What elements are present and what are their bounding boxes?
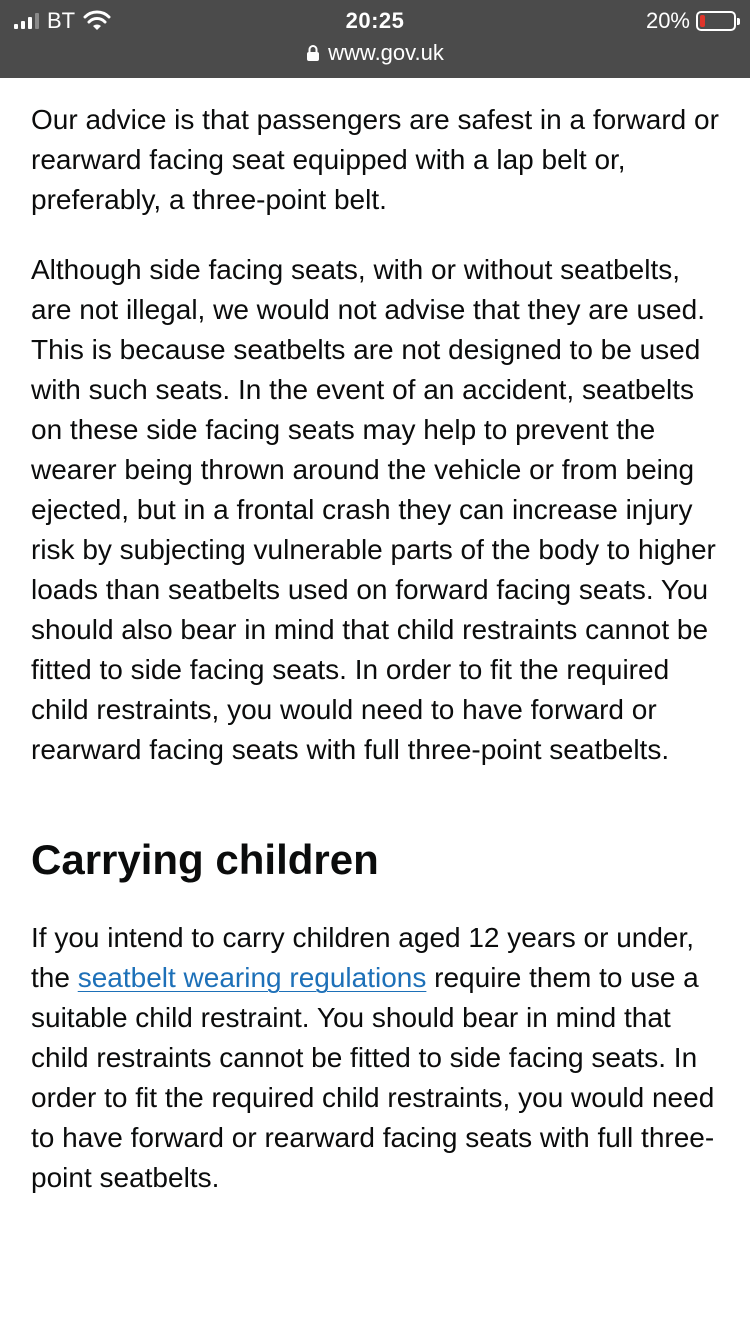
paragraph-text-after-link: require them to use a suitable child restraint. You should bear in mind that child restraints cannot be fitted to side facing seats. In order to fit the required child restraints, you would need to have forward or rearward facing seats with full three-point seatbelts. xyxy=(31,962,715,1193)
url-bar[interactable] xyxy=(0,38,750,68)
carrier-name: BT xyxy=(47,8,76,33)
paragraph-carrying-children xyxy=(31,918,721,1198)
heading-carrying-children: Carrying children xyxy=(31,836,379,883)
status-bar xyxy=(0,0,750,78)
paragraph-text-before-link: If you intend to carry children aged 12 years or under, the xyxy=(31,922,695,993)
battery-fill xyxy=(700,15,705,27)
paragraph-safest-seats: Our advice is that passengers are safest in a forward or rearward facing seat equipped with a lap belt or, preferably, a three-point belt. xyxy=(31,104,719,215)
paragraph-side-facing-seats: Although side facing seats, with or without seatbelts, are not illegal, we would not advise that they are used. This is because seatbelts are not designed to be used with such seats. In the event of an accident, seatbelts on these side facing seats may help to prevent the wearer being thrown around the vehicle or from being ejected, but in a frontal crash they can increase injury risk by subjecting vulnerable parts of the body to higher loads than seatbelts used on forward facing seats. You should also bear in mind that child restraints cannot be fitted to side facing seats. In order to fit the required child restraints, you would need to have forward or rearward facing seats with full three-point seatbelts. xyxy=(31,254,716,765)
status-right xyxy=(646,6,736,36)
lock-icon xyxy=(306,44,320,62)
article-content xyxy=(31,100,721,1228)
battery-percentage: 20% xyxy=(645,8,690,33)
seatbelt-regulations-link[interactable]: seatbelt wearing regulations xyxy=(77,962,427,993)
battery-icon xyxy=(696,11,736,31)
url-text: www.gov.uk xyxy=(328,40,444,65)
clock: 20:25 xyxy=(345,8,405,33)
